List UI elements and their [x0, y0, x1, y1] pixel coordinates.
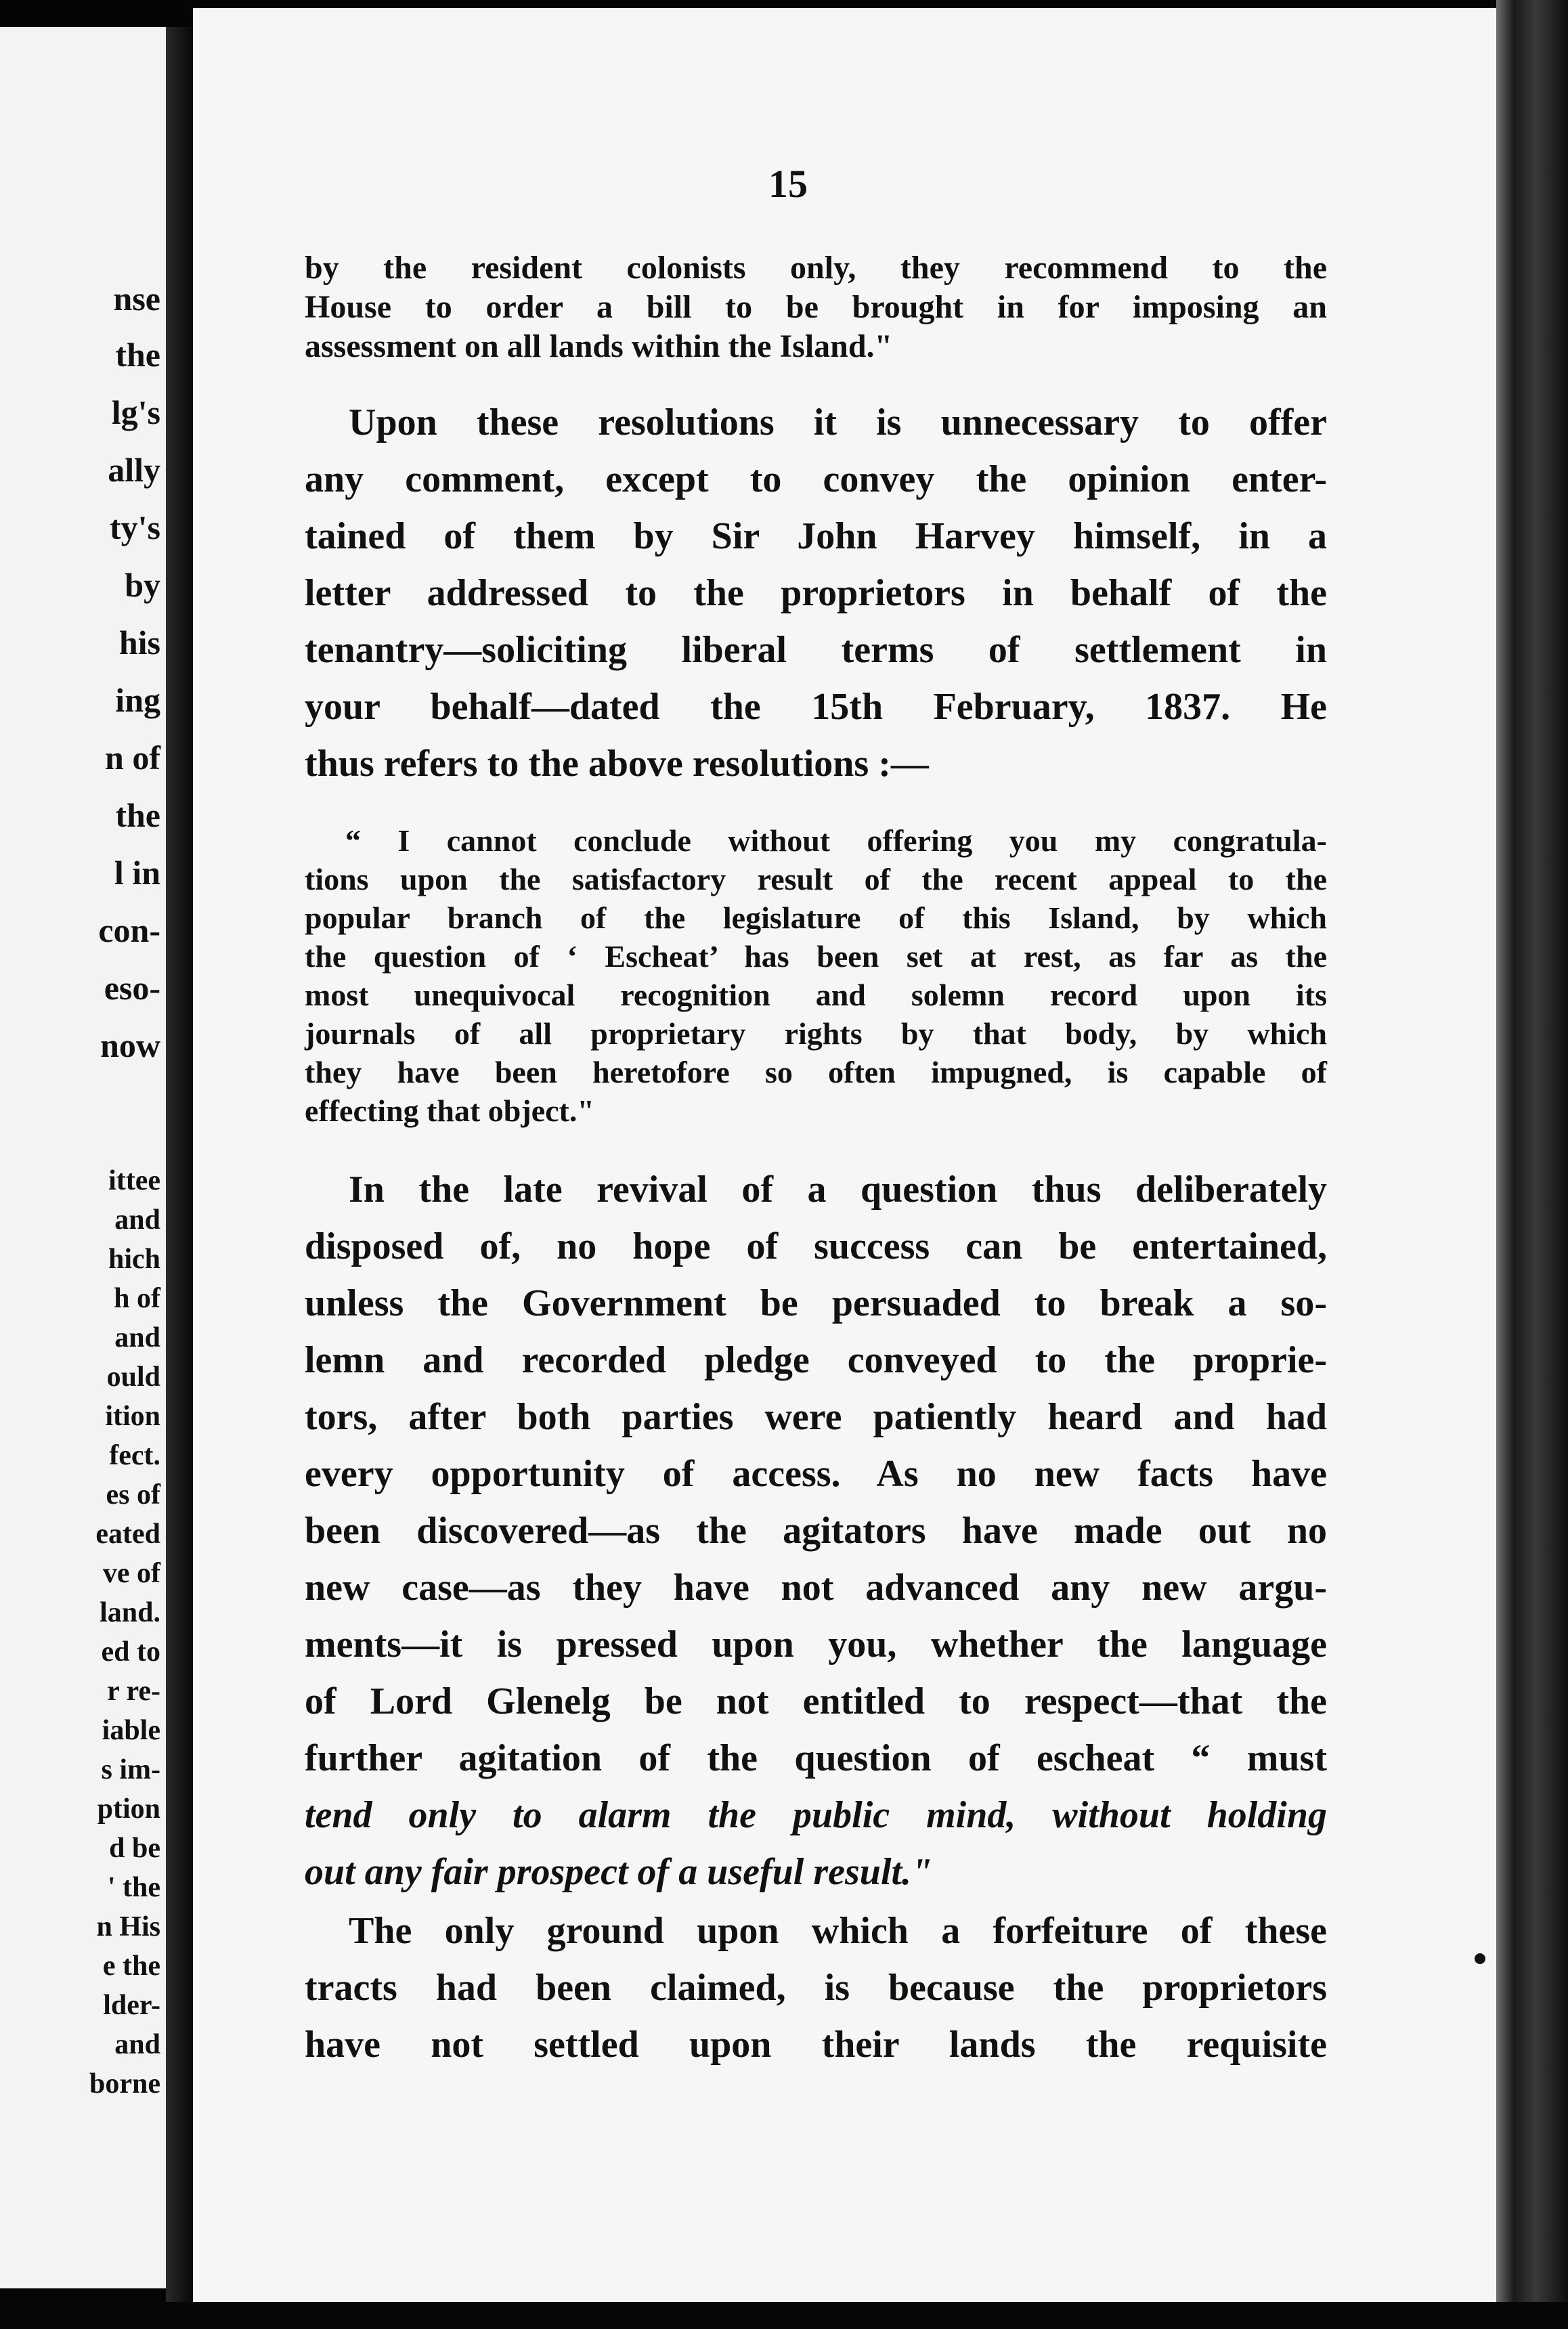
quote-line: effecting that object." — [305, 1093, 594, 1128]
facing-page-fragment: fect. — [109, 1440, 160, 1471]
quote-line: tions upon the satisfactory result of the recent appeal to the — [305, 862, 1327, 896]
text-line: tracts had been claimed, is because the proprietors — [305, 1967, 1327, 2009]
quote-line: “ I cannot conclude without offering you my congratula- — [345, 823, 1327, 858]
quote-line: most unequivocal recognition and solemn record upon its — [305, 978, 1327, 1012]
text-line: ments—it is pressed upon you, whether the language — [305, 1624, 1327, 1666]
facing-page-fragment: eated — [95, 1519, 160, 1550]
facing-page-fragment: e the — [102, 1951, 160, 1982]
quote-line: they have been heretofore so often impugned, is capable of — [305, 1055, 1327, 1089]
text-line: House to order a bill to be brought in for imposing an — [305, 289, 1327, 325]
text-line: your behalf—dated the 15th February, 1837. He — [305, 686, 1327, 728]
facing-page-fragment: lder- — [103, 1990, 160, 2021]
facing-page-fragment: d be — [109, 1833, 160, 1864]
text-line: unless the Government be persuaded to break a so- — [305, 1282, 1327, 1324]
facing-page-fragment: hich — [108, 1244, 160, 1275]
text-line: thus refers to the above resolutions :— — [305, 743, 929, 785]
text-line: been discovered—as the agitators have made out no — [305, 1510, 1327, 1552]
facing-page-fragment: and — [114, 2029, 160, 2060]
facing-page-fragment: ve of — [102, 1558, 160, 1589]
facing-page-fragment: es of — [106, 1479, 160, 1510]
quote-line: popular branch of the legislature of this Island, by which — [305, 900, 1327, 935]
facing-page-fragment: ally — [108, 451, 160, 489]
text-line: lemn and recorded pledge conveyed to the proprie- — [305, 1339, 1327, 1381]
text-line: letter addressed to the proprietors in behalf of the — [305, 572, 1327, 614]
facing-page-fragment: ption — [97, 1793, 160, 1825]
text-line: The only ground upon which a forfeiture of these — [349, 1910, 1327, 1952]
quote-line: the question of ‘ Escheat’ has been set at rest, as far as the — [305, 939, 1327, 974]
text-line: any comment, except to convey the opinion enter- — [305, 458, 1327, 500]
facing-page-fragment: n His — [96, 1911, 160, 1942]
facing-page-fragment: and — [114, 1322, 160, 1353]
text-line: new case—as they have not advanced any new argu- — [305, 1567, 1327, 1609]
text-line: tenantry—soliciting liberal terms of settlement in — [305, 629, 1327, 671]
facing-page-fragment: s im- — [101, 1754, 160, 1785]
page-number: 15 — [768, 162, 808, 206]
text-line: Upon these resolutions it is unnecessary to offer — [349, 401, 1327, 443]
facing-page-fragment: by — [125, 566, 160, 604]
facing-page-fragment: lg's — [111, 393, 160, 431]
facing-page-fragment: iable — [102, 1715, 160, 1746]
page-edge — [1496, 0, 1568, 2329]
facing-page — [0, 27, 166, 2288]
facing-page-fragment: ittee — [108, 1165, 160, 1196]
facing-page-fragment: his — [118, 624, 160, 661]
facing-page-fragment: r re- — [107, 1676, 160, 1707]
text-line: every opportunity of access. As no new facts have — [305, 1453, 1327, 1495]
facing-page-fragment: ty's — [110, 508, 160, 546]
text-line: tors, after both parties were patiently heard and had — [305, 1396, 1327, 1438]
facing-page-fragment: ed to — [101, 1636, 160, 1668]
italic-quote-line: tend only to alarm the public mind, without holding — [305, 1794, 1327, 1836]
facing-page-fragment: land. — [100, 1597, 160, 1628]
facing-page-fragment: and — [114, 1204, 160, 1236]
facing-page-fragment: eso- — [104, 969, 160, 1007]
text-line: tained of them by Sir John Harvey himself, in a — [305, 515, 1327, 557]
facing-page-fragment: ould — [106, 1362, 160, 1393]
facing-page-fragment: the — [115, 336, 160, 374]
facing-page-fragment: ing — [115, 681, 160, 719]
facing-page-fragment: borne — [89, 2068, 160, 2099]
text-line: of Lord Glenelg be not entitled to respect—that the — [305, 1680, 1327, 1722]
text-line: by the resident colonists only, they recommend to the — [305, 250, 1327, 286]
italic-quote-line: out any fair prospect of a useful result." — [305, 1851, 933, 1893]
text-line: further agitation of the question of escheat “ must — [305, 1737, 1327, 1779]
facing-page-fragment: ' the — [107, 1872, 160, 1903]
facing-page-fragment: the — [115, 796, 160, 834]
text-line: disposed of, no hope of success can be entertained, — [305, 1225, 1327, 1267]
ink-spot — [1475, 1953, 1485, 1964]
facing-page-fragment: now — [100, 1026, 160, 1064]
facing-page-fragment: con- — [98, 911, 160, 949]
facing-page-fragment: n of — [105, 739, 160, 777]
text-line: In the late revival of a question thus deliberately — [349, 1169, 1327, 1211]
quote-line: journals of all proprietary rights by that body, by which — [305, 1016, 1327, 1051]
facing-page-fragment: ition — [105, 1401, 160, 1432]
facing-page-fragment: l in — [114, 854, 160, 892]
scan-border — [0, 2302, 1568, 2329]
facing-page-fragment: h of — [114, 1283, 160, 1314]
text-line: assessment on all lands within the Island." — [305, 328, 893, 364]
facing-page-fragment: nse — [113, 280, 160, 318]
text-line: have not settled upon their lands the requisite — [305, 2024, 1327, 2066]
